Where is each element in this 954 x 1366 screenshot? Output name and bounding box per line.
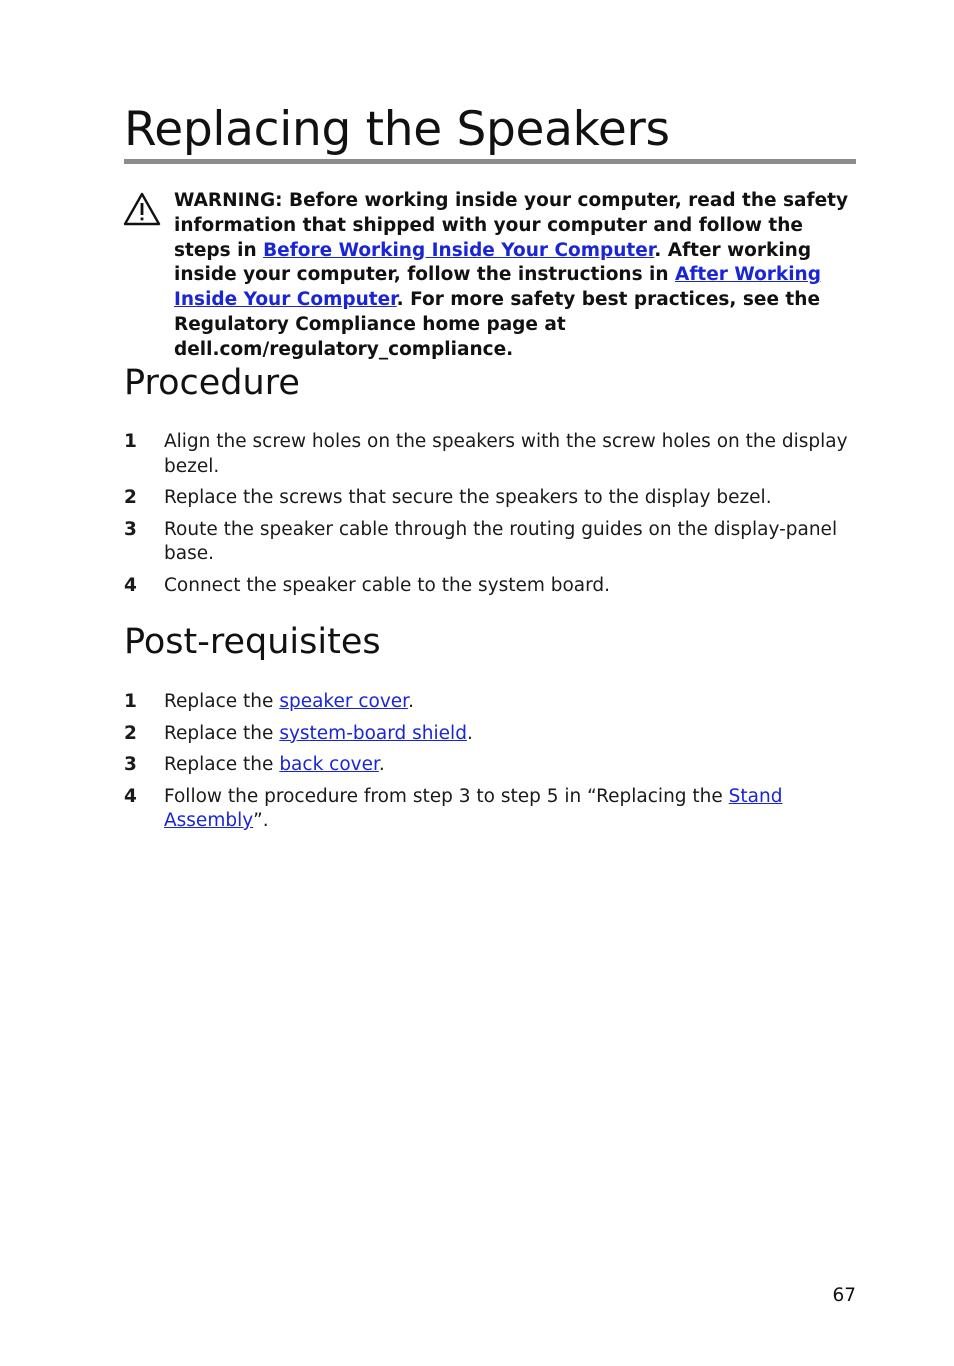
step-text: . [378, 754, 385, 775]
step-text: . [408, 691, 414, 712]
warning-text-part: . For more safety best practices, see the Regulatory Compliance home page at dell.com/regulatory_compliance. [174, 289, 820, 360]
warning-triangle-icon [123, 192, 161, 226]
postrequisites-steps [124, 690, 856, 834]
postrequisite-step [124, 785, 856, 834]
after-working-link[interactable]: After Working Inside Your Computer [174, 264, 821, 311]
step-text: ”. [253, 810, 269, 831]
speaker-cover-link[interactable]: speaker cover [279, 691, 409, 712]
step-number: 3 [124, 518, 137, 540]
procedure-step [124, 430, 856, 479]
postrequisite-step [124, 690, 856, 715]
page-title: Replacing the Speakers [124, 102, 670, 157]
procedure-step [124, 518, 856, 567]
postrequisites-heading: Post-requisites [124, 622, 381, 662]
postrequisite-step [124, 753, 856, 778]
postrequisite-step [124, 722, 856, 747]
step-text: Route the speaker cable through the routing guides on the display-panel base. [164, 518, 838, 564]
warning-text-part: . After working inside your computer, follow the instructions in [174, 239, 812, 286]
step-text: Connect the speaker cable to the system board. [164, 574, 611, 596]
step-text: Replace the [164, 691, 280, 712]
title-divider [124, 159, 856, 164]
warning-text [174, 189, 854, 363]
step-number: 2 [124, 722, 137, 744]
procedure-step [124, 486, 856, 511]
before-working-link[interactable]: Before Working Inside Your Computer [263, 239, 655, 261]
procedure-step [124, 574, 856, 599]
page-number: 67 [832, 1285, 856, 1306]
step-number: 4 [124, 574, 137, 596]
step-number: 3 [124, 754, 137, 775]
step-text: . [466, 722, 473, 744]
step-text: Align the screw holes on the speakers with the screw holes on the display bezel. [164, 431, 848, 477]
step-number: 1 [124, 691, 137, 712]
stand-assembly-link[interactable]: Stand Assembly [164, 785, 783, 831]
step-text: Follow the procedure from step 3 to step 5 in “Replacing the [164, 785, 729, 807]
step-number: 2 [124, 487, 137, 508]
step-text: Replace the [164, 754, 280, 775]
system-board-shield-link[interactable]: system-board shield [279, 722, 467, 744]
step-number: 4 [124, 785, 137, 807]
step-text: Replace the screws that secure the speakers to the display bezel. [164, 487, 772, 508]
back-cover-link[interactable]: back cover [279, 754, 379, 775]
procedure-steps [124, 430, 856, 598]
procedure-heading: Procedure [124, 363, 300, 403]
step-text: Replace the [164, 722, 280, 744]
step-number: 1 [124, 431, 137, 452]
warning-text-part: WARNING: Before working inside your computer, read the safety information that shipped with your computer and follow the steps in [174, 190, 849, 261]
